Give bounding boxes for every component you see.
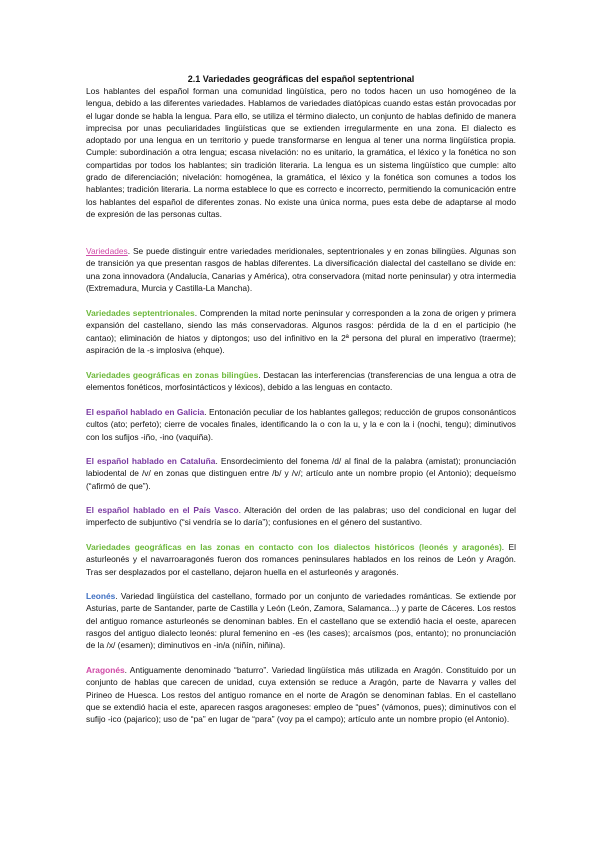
section-bilingues	[86, 369, 516, 394]
section-heading: Variedades septentrionales	[86, 308, 195, 318]
section-heading: Variedades	[86, 246, 128, 256]
section-text: . Destacan las interferencias (transferencias de una lengua a otra de elementos fonéticos, morfosintácticos y léxicos), debido a las lenguas en contacto.	[86, 370, 516, 393]
page-title: 2.1 Variedades geográficas del español septentrional	[187, 74, 415, 84]
section-aragones	[86, 664, 516, 725]
section-pais-vasco	[86, 504, 516, 529]
section-heading: Leonés	[86, 591, 116, 601]
section-heading: El español hablado en el País Vasco	[86, 505, 239, 515]
section-dialectos-historicos	[86, 541, 516, 578]
section-text: . Entonación peculiar de los hablantes gallegos; reducción de grupos consonánticos cultos (ato; perfeto); cierre de vocales finales, identificando la o con la u, y la e con la i (nochi, tengu); diminutivos con los sufijos -iño, -ino (vaquiña).	[86, 407, 517, 442]
section-text: . Ensordecimiento del fonema /d/ al final de la palabra (amistat); pronunciación labiodental de /v/ en zonas que distinguen entre /b/ y /v/; artículo ante un nombre propio (el Antonio); dequeísmo (“afirmó de que”).	[86, 456, 516, 491]
section-heading: Variedades geográficas en zonas bilingües	[86, 370, 259, 380]
section-septentrionales	[86, 307, 516, 356]
section-heading: Variedades geográficas en las zonas en contacto con los dialectos históricos (leonés y aragonés)	[86, 542, 502, 552]
section-text: . Alteración del orden de las palabras; uso del condicional en lugar del imperfecto de subjuntivo (“si vendría se lo daría”); confusiones en el género del sustantivo.	[86, 505, 517, 528]
section-heading: El español hablado en Cataluña	[86, 456, 216, 466]
section-leones	[86, 590, 516, 651]
section-galicia	[86, 406, 516, 443]
section-heading: El español hablado en Galicia	[86, 407, 205, 417]
section-cataluna	[86, 455, 516, 492]
section-text: . Antiguamente denominado “baturro”. Variedad lingüística más utilizada en Aragón. Constituido por un conjunto de hablas que carecen de unidad, cuya extensión se reduce a Aragón, parte de Navarra y valles del Pirineo de Huesca. Los restos del antiguo romance en el norte de Aragón se denominan fablas. En el castellano que se extendió hacia el este, aparecen rasgos aragoneses: empleo de “pues” (vámonos, pues); diminutivos con el sufijo -ico (pajarico); uso de “pa” en lugar de “para” (voy pa el campo); artículo ante un nombre propio (el Antonio).	[86, 665, 516, 725]
section-variedades	[86, 245, 516, 294]
section-text: . Variedad lingüística del castellano, formado por un conjunto de variedades románticas. Se extiende por Asturias, parte de Santander, parte de Castilla y León (León, Zamora, Salamanca...) y parte de Cáceres. Los restos del antiguo romance asturleonés se denominan bables. En el castellano que se extendió hacia el oeste, aparecen rasgos del antiguo dialecto leonés: plural femenino en -es (les cases); arcaísmos (pos, entanto); no pronunciación de la /x/ (esamen); diminutivos en -in/a (niñín, niñina).	[86, 591, 516, 651]
intro-paragraph: Los hablantes del español forman una comunidad lingüística, pero no todos hacen un uso homogéneo de la lengua, debido a las diferentes variedades. Hablamos de variedades diatópicas cuando estas están provocadas por el lugar donde se habla la lengua. Para ello, se utiliza el término dialecto, un conjunto de hablas definido de manera imprecisa por unas peculiaridades lingüísticas que se extienden irregularmente en una zona. El dialecto es adoptado por una lengua en un territorio y puede transformarse en lengua al tener una norma lingüística propia. Cumple: subordinación a otra lengua; escasa nivelación: no es unitario, la gramática, el léxico y la fonética no son compartidas por todos los hablantes; sin tradición literaria. La lengua es un sistema lingüístico que cumple: alto grado de diferenciación; nivelación: homogénea, la gramática, el léxico y la fonética son comunes a todos los hablantes; tradición literaria. La norma establece lo que es correcto e incorrecto, permitiendo la comunicación entre los hablantes del español de diferentes zonas. No existe una única norma, pues esta debe de adaptarse al modo de expresión de las personas cultas.	[86, 86, 516, 219]
section-text: . El asturleonés y el navarroaragonés fueron dos romances peninsulares hablados en los reinos de León y Aragón. Tras ser desplazados por el castellano, dejaron huella en el asturleonés y aragonés.	[86, 542, 516, 577]
section-text: . Comprenden la mitad norte peninsular y corresponden a la zona de origen y primera expansión del castellano, siendo las más conservadoras. Algunos rasgos: pérdida de la d en el participio (he cantao); eliminación de hiatos y diptongos; uso del infinitivo en la 2ª persona del plural en imperativo (traerme); aspiración de la -s implosiva (ehque).	[86, 308, 516, 355]
section-text: . Se puede distinguir entre variedades meridionales, septentrionales y en zonas bilingües. Algunas son de transición ya que presentan rasgos de hablas diferentes. La diversificación dialectal del castellano se divide en: una zona innovadora (Andalucía, Canarias y América), otra conservadora (mitad norte peninsular) y otra intermedia (Extremadura, Murcia y Castilla-La Mancha).	[86, 246, 516, 293]
section-heading: Aragonés	[86, 665, 125, 675]
